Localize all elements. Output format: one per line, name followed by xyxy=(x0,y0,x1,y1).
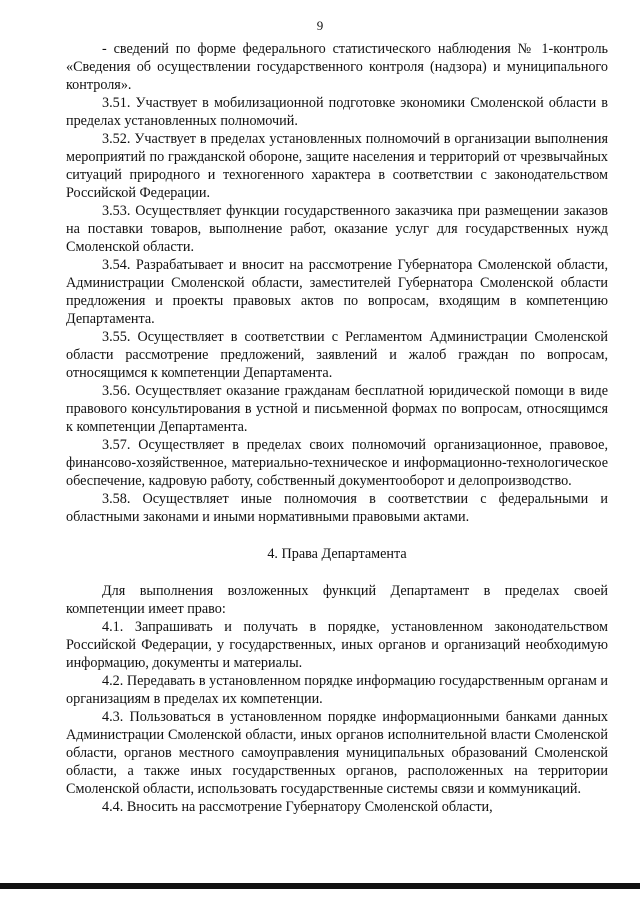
paragraph-3-56: 3.56. Осуществляет оказание гражданам бесплатной юридической помощи в виде правового консультирования в устной и письменной формах по вопросам, относящимся к компетенции Департамента. xyxy=(66,383,608,435)
paragraph-statistical-form: - сведений по форме федерального статистического наблюдения № 1-контроль «Сведения об осуществлении государственного контроля (надзора) и муниципального контроля». xyxy=(66,41,608,93)
paragraph-3-58: 3.58. Осуществляет иные полномочия в соответствии с федеральными и областными законами и иными нормативными правовыми актами. xyxy=(66,491,608,525)
document-body xyxy=(66,40,608,816)
paragraph-4-3: 4.3. Пользоваться в установленном порядке информационными банками данных Администрации Смоленской области, иных органов исполнительной власти Смоленской области, органов местного самоуправления муниципальных образований Смоленской области, а также иных государственных органов, расположенных на территории Смоленской области, использовать государственные системы связи и коммуникаций. xyxy=(66,709,608,797)
paragraph-3-55: 3.55. Осуществляет в соответствии с Регламентом Администрации Смоленской области рассмотрение предложений, заявлений и жалоб граждан по вопросам, относящимся к компетенции Департамента. xyxy=(66,329,608,381)
section-heading: 4. Права Департамента xyxy=(267,546,407,562)
paragraph-3-57: 3.57. Осуществляет в пределах своих полномочий организационное, правовое, финансово-хозяйственное, материально-техническое и информационно-технологическое обеспечение, кадровую работу, собственный документооборот и делопроизводство. xyxy=(66,437,608,489)
section-intro: Для выполнения возложенных функций Департамент в пределах своей компетенции имеет право: xyxy=(66,583,608,617)
paragraph-3-53: 3.53. Осуществляет функции государственного заказчика при размещении заказов на поставки товаров, выполнение работ, оказание услуг для государственных нужд Смоленской области. xyxy=(66,203,608,255)
paragraph-4-1: 4.1. Запрашивать и получать в порядке, установленном законодательством Российской Федерации, у государственных, иных органов и организаций необходимую информацию, документы и материалы. xyxy=(66,619,608,671)
paragraph-3-52: 3.52. Участвует в пределах установленных полномочий в организации выполнения мероприятий по гражданской обороне, защите населения и территорий от чрезвычайных ситуаций природного и техногенного характера в соответствии с законодательством Российской Федерации. xyxy=(66,131,608,201)
page-number: 9 xyxy=(316,18,324,33)
paragraph-3-51: 3.51. Участвует в мобилизационной подготовке экономики Смоленской области в пределах установленных полномочий. xyxy=(66,95,608,129)
paragraph-4-2: 4.2. Передавать в установленном порядке информацию государственным органам и организациям в пределах их компетенции. xyxy=(66,673,608,707)
paragraph-3-54: 3.54. Разрабатывает и вносит на рассмотрение Губернатора Смоленской области, Администрации Смоленской области, заместителей Губернатора Смоленской области предложения и проекты правовых актов по вопросам, входящим в компетенцию Департамента. xyxy=(66,257,608,327)
paragraph-4-4: 4.4. Вносить на рассмотрение Губернатору Смоленской области, xyxy=(102,799,493,815)
scan-bottom-edge xyxy=(0,883,640,889)
